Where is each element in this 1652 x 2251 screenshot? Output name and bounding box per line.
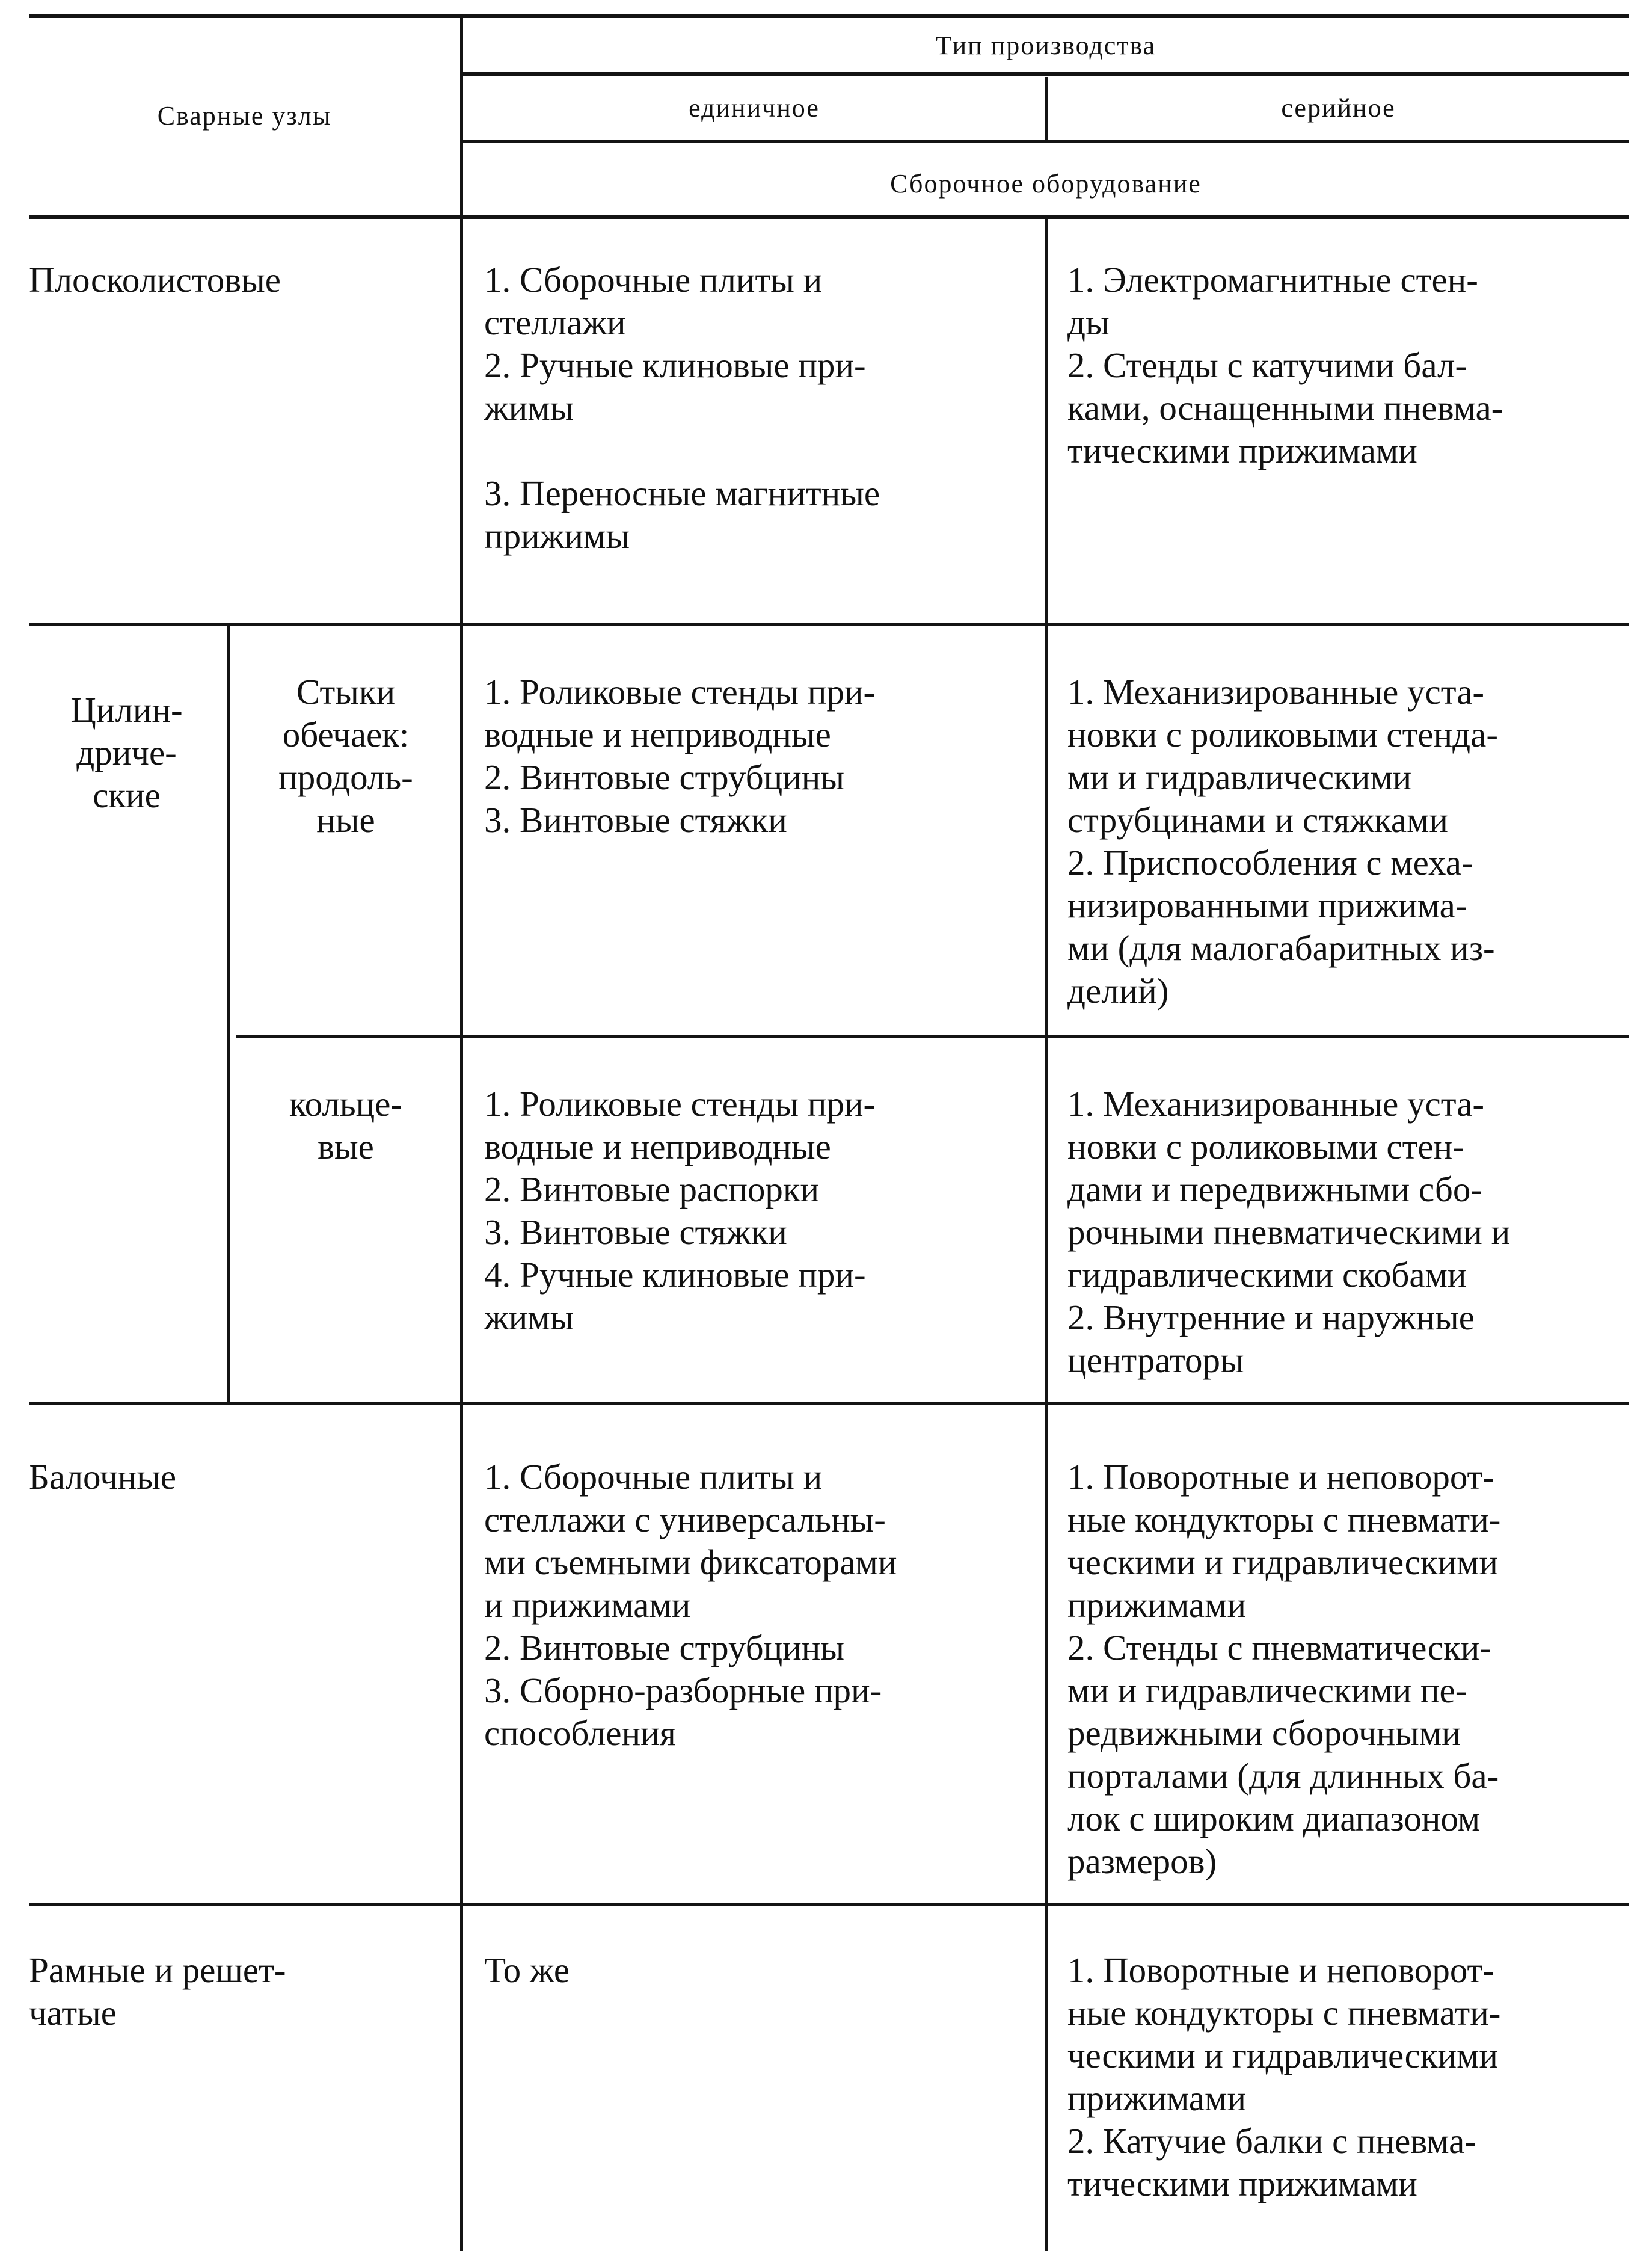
row-rule-cyl-sub (236, 1035, 1629, 1038)
header-production-type: Тип производства (935, 31, 1156, 60)
row-cyl-long-serial: 1. Механизированные уста- новки с роликовыми стенда- ми и гидравлическими струбцинами и стяжками 2. Приспособления с меха- низированными прижима- ми (для малогабаритных из- делий) (1067, 672, 1499, 1011)
row-flat-single: 1. Сборочные плиты и стеллажи 2. Ручные клиновые при- жимы 3. Переносные магнитные прижимы (484, 260, 880, 556)
header-single: единичное (689, 93, 820, 123)
row-rule-beam (29, 1903, 1629, 1906)
header-bottom-rule (29, 215, 1629, 219)
col-rule-main (460, 17, 463, 2251)
col-rule-serial (1045, 219, 1048, 2251)
header-serial: серийное (1281, 93, 1396, 123)
header-col-units: Сварные узлы (157, 101, 332, 131)
row-beam-serial: 1. Поворотные и неповорот- ные кондукторы с пневмати- ческими и гидравлическими прижимами 2. Стенды с пневматически- ми и гидравлическими пе- редвижными сборочными порталами (для длинных ба- лок с широким диапазоном размеров) (1067, 1457, 1501, 1881)
row-cyl-long-single: 1. Роликовые стенды при- водные и неприводные 2. Винтовые струбцины 3. Винтовые стяжки (484, 672, 876, 840)
header-equipment: Сборочное оборудование (890, 169, 1202, 199)
row-beam-label: Балочные (29, 1457, 177, 1497)
col-rule-cyl-sub (227, 626, 230, 1402)
row-cyl-long-label: Стыки обечаек: продоль- ные (278, 672, 413, 840)
row-rule-cyl (29, 1402, 1629, 1405)
row-cyl-label: Цилин- дриче- ские (70, 690, 183, 815)
row-cyl-ring-single: 1. Роликовые стенды при- водные и неприводные 2. Винтовые распорки 3. Винтовые стяжки 4. Ручные клиновые при- жимы (484, 1084, 876, 1337)
header-rule-2 (463, 140, 1629, 143)
row-frame-label: Рамные и решет- чатые (29, 1950, 286, 2033)
header-rule-1 (463, 72, 1629, 76)
row-flat-serial: 1. Электромагнитные стен- ды 2. Стенды с катучими бал- ками, оснащенными пневма- тическими прижимами (1067, 260, 1503, 470)
row-rule-flat (29, 623, 1629, 626)
row-frame-serial: 1. Поворотные и неповорот- ные кондукторы с пневмати- ческими и гидравлическими прижимами 2. Катучие балки с пневма- тическими прижимами (1067, 1950, 1501, 2203)
row-frame-single: То же (484, 1950, 570, 1990)
row-cyl-ring-label: кольце- вые (289, 1084, 403, 1166)
row-beam-single: 1. Сборочные плиты и стеллажи с универсальны- ми съемными фиксаторами и прижимами 2. Винтовые струбцины 3. Сборно-разборные при- способления (484, 1457, 897, 1753)
table-top-rule (29, 14, 1629, 18)
row-cyl-ring-serial: 1. Механизированные уста- новки с роликовыми стен- дами и передвижными сбо- рочными пневматическими и гидравлическими скобами 2. Внутренние и наружные центраторы (1067, 1084, 1511, 1380)
row-flat-label: Плосколистовые (29, 260, 281, 300)
